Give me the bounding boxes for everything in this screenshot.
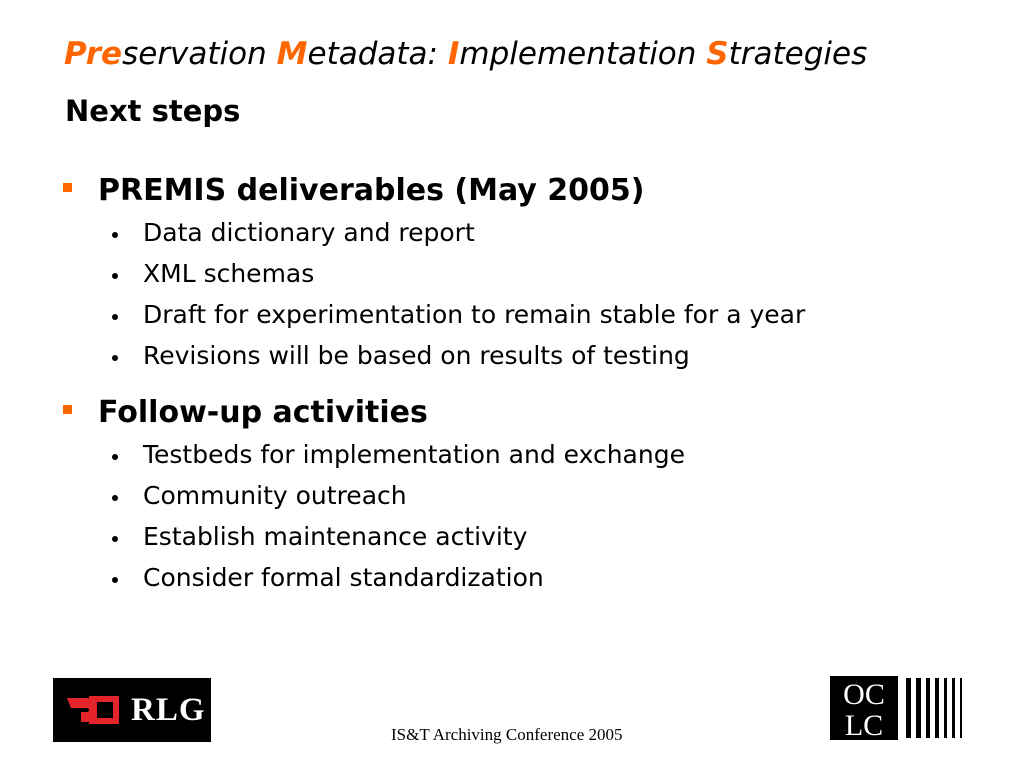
title-part: etadata: bbox=[307, 36, 448, 72]
title-part: Pre bbox=[64, 36, 123, 72]
bullet-dot-icon bbox=[112, 355, 118, 361]
list-item-label: Testbeds for implementation and exchange bbox=[143, 440, 685, 469]
list-item-label: Consider formal standardization bbox=[143, 563, 544, 592]
oclc-logo bbox=[830, 676, 968, 740]
list-item bbox=[60, 300, 960, 341]
section-deliverables bbox=[60, 170, 960, 382]
bullet-dot-icon bbox=[112, 536, 118, 542]
bullet-list bbox=[60, 218, 960, 382]
rlg-logo-text: RLG bbox=[131, 692, 206, 728]
oclc-logo-top-text: OC bbox=[843, 678, 885, 711]
section-heading bbox=[60, 170, 960, 218]
bullet-list bbox=[60, 440, 960, 604]
title-part: S bbox=[706, 36, 729, 72]
list-item-label: XML schemas bbox=[143, 259, 315, 288]
bullet-dot-icon bbox=[112, 232, 118, 238]
list-item-label: Draft for experimentation to remain stable for a year bbox=[143, 300, 806, 329]
list-item-label: Community outreach bbox=[143, 481, 407, 510]
bullet-dot-icon bbox=[112, 273, 118, 279]
bullet-dot-icon bbox=[112, 577, 118, 583]
title-part: I bbox=[447, 36, 460, 72]
list-item bbox=[60, 481, 960, 522]
list-item bbox=[60, 522, 960, 563]
list-item bbox=[60, 259, 960, 300]
title-part: trategies bbox=[728, 36, 868, 72]
footer-text: IS&T Archiving Conference 2005 bbox=[391, 725, 623, 744]
oclc-mark-icon bbox=[830, 676, 968, 740]
title-part: mplementation bbox=[459, 36, 707, 72]
list-item bbox=[60, 218, 960, 259]
list-item-label: Data dictionary and report bbox=[143, 218, 475, 247]
square-bullet-icon bbox=[63, 183, 72, 192]
section-follow-up bbox=[60, 392, 960, 604]
section-heading bbox=[60, 392, 960, 440]
list-item bbox=[60, 341, 960, 382]
section-label: PREMIS deliverables (May 2005) bbox=[98, 173, 645, 208]
bullet-dot-icon bbox=[112, 495, 118, 501]
slide-title bbox=[64, 36, 867, 72]
title-part: M bbox=[276, 36, 308, 72]
oclc-logo-bottom-text: LC bbox=[844, 709, 884, 740]
list-item-label: Establish maintenance activity bbox=[143, 522, 528, 551]
list-item-label: Revisions will be based on results of testing bbox=[143, 341, 690, 370]
slide-content bbox=[60, 170, 960, 604]
section-label: Follow-up activities bbox=[98, 395, 428, 430]
rlg-logo bbox=[53, 678, 211, 742]
square-bullet-icon bbox=[63, 405, 72, 414]
bullet-dot-icon bbox=[112, 454, 118, 460]
bullet-dot-icon bbox=[112, 314, 118, 320]
title-part: servation bbox=[122, 36, 277, 72]
slide-subtitle: Next steps bbox=[65, 94, 241, 128]
list-item bbox=[60, 563, 960, 604]
list-item bbox=[60, 440, 960, 481]
